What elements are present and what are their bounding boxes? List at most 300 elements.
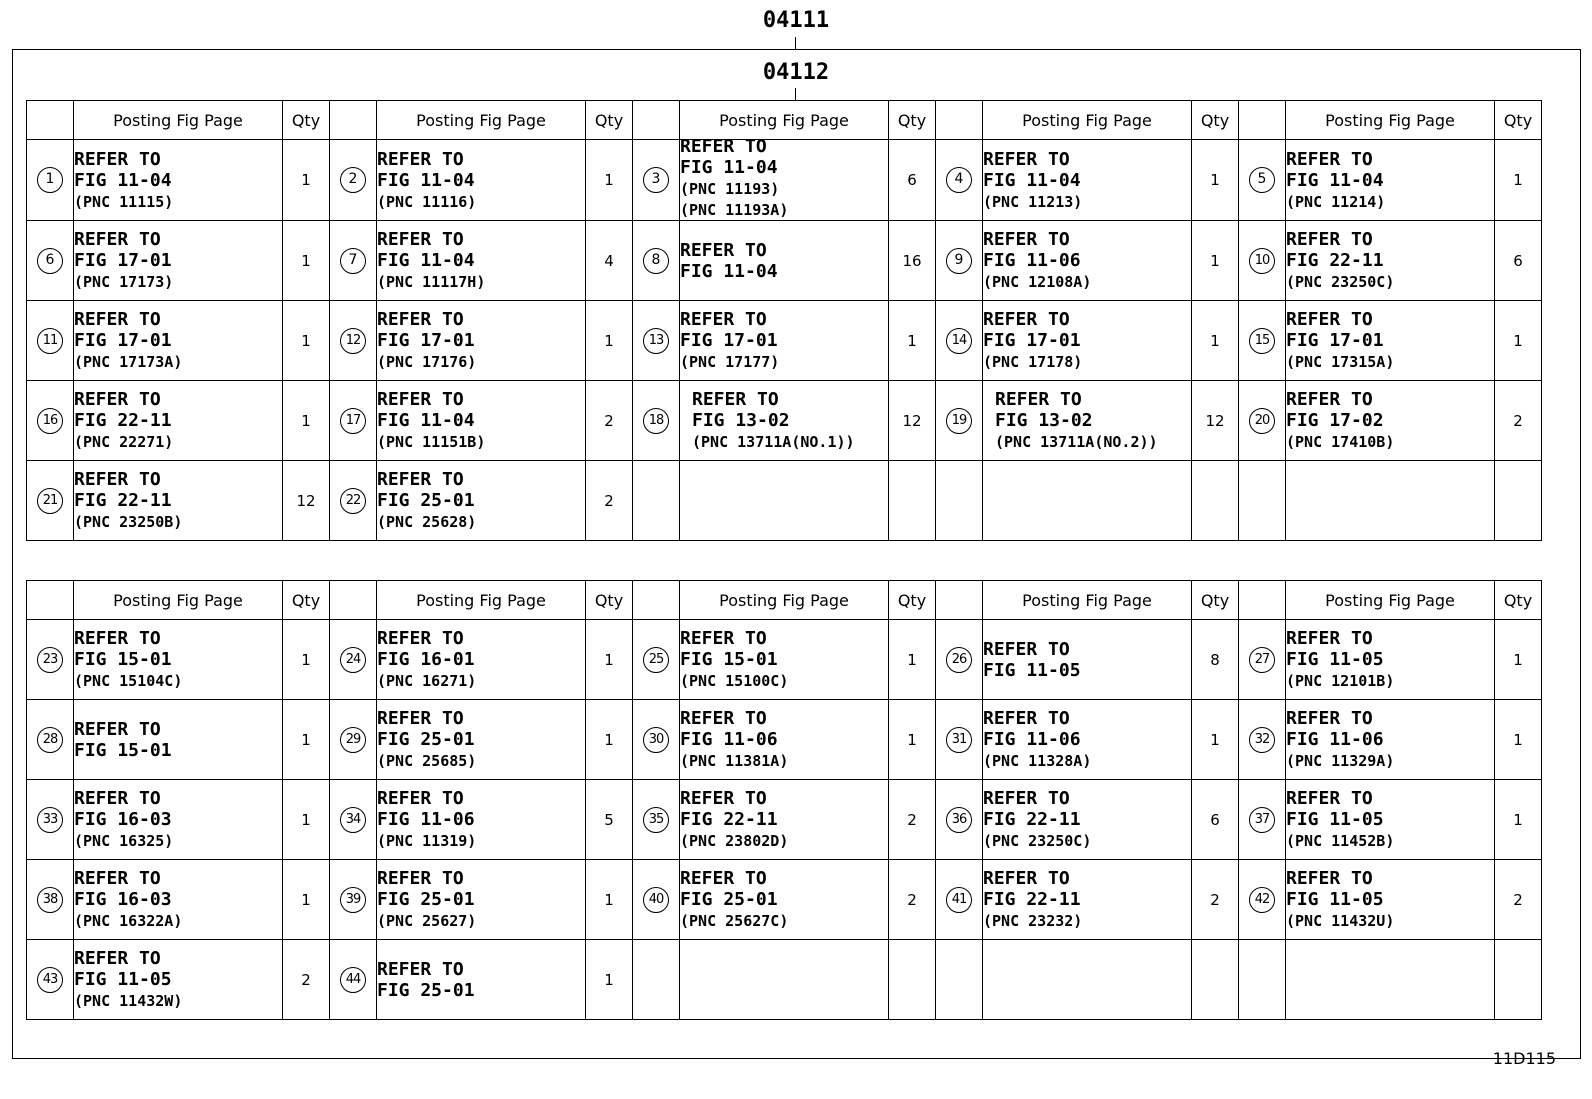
refer-to-text: REFER TO — [680, 628, 767, 649]
pnc-reference: (PNC 17177) — [680, 353, 780, 371]
table-header-row — [27, 101, 1542, 140]
pnc-reference: (PNC 11381A) — [680, 752, 789, 770]
fig-reference: FIG 15-01 — [680, 649, 778, 670]
header-number-cell — [27, 101, 74, 140]
item-number-badge: 28 — [37, 727, 63, 753]
fig-reference: FIG 22-11 — [74, 490, 172, 511]
refer-to-text: REFER TO — [377, 469, 464, 490]
header-posting-fig-page: Posting Fig Page — [377, 581, 586, 620]
posting-cell — [983, 860, 1192, 940]
refer-to-text: REFER TO — [377, 868, 464, 889]
item-number-badge: 8 — [643, 248, 669, 274]
item-number-cell — [633, 860, 680, 940]
header-number-cell — [633, 101, 680, 140]
item-number-cell — [330, 780, 377, 860]
posting-cell — [680, 860, 889, 940]
item-number-cell — [1239, 860, 1286, 940]
item-number-badge: 22 — [340, 488, 366, 514]
refer-to-text: REFER TO — [983, 788, 1070, 809]
item-number-badge: 15 — [1249, 328, 1275, 354]
qty-cell: 1 — [889, 301, 936, 381]
item-number-badge: 33 — [37, 807, 63, 833]
item-number-cell — [330, 940, 377, 1020]
header-number-cell — [1239, 101, 1286, 140]
refer-to-text: REFER TO — [74, 948, 161, 969]
item-number-badge: 18 — [643, 408, 669, 434]
fig-reference: FIG 16-03 — [74, 889, 172, 910]
item-number-badge: 19 — [946, 408, 972, 434]
item-number-cell — [633, 381, 680, 461]
refer-to-text: REFER TO — [983, 309, 1070, 330]
header-qty: Qty — [889, 581, 936, 620]
qty-cell: 1 — [889, 700, 936, 780]
item-number-badge: 24 — [340, 647, 366, 673]
posting-cell — [680, 136, 889, 221]
posting-cell — [377, 381, 586, 461]
empty-qty-cell — [889, 940, 936, 1020]
empty-number-cell — [633, 940, 680, 1020]
pnc-reference: (PNC 11193) — [680, 180, 780, 198]
pnc-reference: (PNC 13711A(NO.1)) — [692, 433, 855, 451]
table-row — [27, 780, 1542, 860]
fig-reference: FIG 11-04 — [74, 169, 172, 191]
qty-cell: 1 — [283, 860, 330, 940]
item-number-badge: 16 — [37, 408, 63, 434]
posting-cell — [377, 301, 586, 381]
pnc-reference: (PNC 11452B) — [1286, 832, 1395, 850]
header-posting-fig-page: Posting Fig Page — [377, 101, 586, 140]
posting-cell — [983, 140, 1192, 221]
posting-cell — [983, 700, 1192, 780]
header-posting-fig-page: Posting Fig Page — [1286, 581, 1495, 620]
posting-cell — [680, 620, 889, 700]
item-number-cell — [1239, 381, 1286, 461]
pnc-reference: (PNC 17173A) — [74, 353, 183, 371]
table-row — [27, 381, 1542, 461]
table-row — [27, 940, 1542, 1020]
header-qty: Qty — [586, 581, 633, 620]
item-number-cell — [936, 780, 983, 860]
refer-to-text: REFER TO — [983, 708, 1070, 729]
qty-cell: 1 — [586, 860, 633, 940]
qty-cell: 1 — [1495, 140, 1542, 221]
empty-number-cell — [633, 461, 680, 541]
refer-to-text: REFER TO — [983, 148, 1070, 170]
fig-reference: FIG 11-05 — [983, 659, 1081, 681]
posting-cell — [1286, 140, 1495, 221]
header-number-cell — [633, 581, 680, 620]
pnc-reference: (PNC 23802D) — [680, 832, 789, 850]
qty-cell: 2 — [889, 860, 936, 940]
header-number-cell — [27, 581, 74, 620]
refer-to-text: REFER TO — [680, 136, 767, 157]
posting-cell — [74, 700, 283, 780]
header-posting-fig-page: Posting Fig Page — [74, 581, 283, 620]
item-number-cell — [330, 381, 377, 461]
pnc-reference: (PNC 11432W) — [74, 992, 183, 1010]
fig-reference: FIG 22-11 — [1286, 250, 1384, 271]
refer-to-text: REFER TO — [692, 389, 779, 410]
qty-cell: 2 — [1495, 860, 1542, 940]
refer-to-text: REFER TO — [983, 868, 1070, 889]
item-number-cell — [27, 140, 74, 221]
qty-cell: 6 — [889, 140, 936, 221]
qty-cell: 1 — [283, 140, 330, 221]
posting-cell — [983, 301, 1192, 381]
qty-cell: 2 — [586, 461, 633, 541]
fig-reference: FIG 25-01 — [377, 979, 475, 1001]
posting-cell — [74, 620, 283, 700]
qty-cell: 1 — [1495, 620, 1542, 700]
qty-cell: 2 — [889, 780, 936, 860]
refer-to-text: REFER TO — [377, 708, 464, 729]
posting-cell — [1286, 620, 1495, 700]
refer-to-text: REFER TO — [680, 309, 767, 330]
header-qty: Qty — [586, 101, 633, 140]
item-number-badge: 3 — [643, 167, 669, 193]
posting-cell — [377, 780, 586, 860]
item-number-badge: 27 — [1249, 647, 1275, 673]
pnc-reference: (PNC 16322A) — [74, 912, 183, 930]
qty-cell: 1 — [1192, 221, 1239, 301]
fig-reference: FIG 11-05 — [1286, 889, 1384, 910]
item-number-badge: 6 — [37, 248, 63, 274]
fig-reference: FIG 13-02 — [995, 410, 1093, 431]
qty-cell: 1 — [283, 780, 330, 860]
item-number-cell — [1239, 221, 1286, 301]
posting-cell — [377, 700, 586, 780]
fig-reference: FIG 17-01 — [377, 330, 475, 351]
item-number-cell — [936, 700, 983, 780]
header-posting-fig-page: Posting Fig Page — [74, 101, 283, 140]
pnc-reference: (PNC 15100C) — [680, 672, 789, 690]
item-number-badge: 41 — [946, 887, 972, 913]
header-number-cell — [936, 101, 983, 140]
posting-cell — [74, 381, 283, 461]
pnc-reference: (PNC 11116) — [377, 192, 477, 211]
posting-cell — [74, 301, 283, 381]
fig-reference: FIG 11-05 — [1286, 809, 1384, 830]
qty-cell: 16 — [889, 221, 936, 301]
posting-cell — [680, 301, 889, 381]
pnc-reference: (PNC 25685) — [377, 752, 477, 770]
item-number-badge: 23 — [37, 647, 63, 673]
header-posting-fig-page: Posting Fig Page — [680, 101, 889, 140]
table-row — [27, 700, 1542, 780]
empty-posting-cell — [680, 461, 889, 541]
posting-cell — [1286, 381, 1495, 461]
posting-cell — [680, 221, 889, 301]
empty-number-cell — [936, 940, 983, 1020]
fig-reference: FIG 17-02 — [1286, 410, 1384, 431]
item-number-cell — [27, 860, 74, 940]
refer-to-text: REFER TO — [680, 868, 767, 889]
refer-to-text: REFER TO — [680, 239, 767, 261]
empty-number-cell — [936, 461, 983, 541]
pnc-reference: (PNC 17410B) — [1286, 433, 1395, 451]
posting-cell — [377, 860, 586, 940]
subassembly-leader-line — [795, 88, 796, 100]
item-number-badge: 44 — [340, 967, 366, 993]
assembly-code: 04111 — [762, 8, 830, 33]
pnc-reference: (PNC 11214) — [1286, 192, 1386, 211]
refer-to-text: REFER TO — [377, 628, 464, 649]
qty-cell: 2 — [586, 381, 633, 461]
qty-cell: 6 — [1495, 221, 1542, 301]
refer-to-text: REFER TO — [74, 868, 161, 889]
item-number-badge: 14 — [946, 328, 972, 354]
header-posting-fig-page: Posting Fig Page — [983, 101, 1192, 140]
pnc-reference: (PNC 25628) — [377, 513, 477, 531]
item-number-badge: 21 — [37, 488, 63, 514]
fig-reference: FIG 25-01 — [377, 889, 475, 910]
posting-cell — [377, 140, 586, 221]
pnc-reference: (PNC 11328A) — [983, 752, 1092, 770]
qty-cell: 1 — [283, 700, 330, 780]
item-number-cell — [330, 700, 377, 780]
header-qty: Qty — [283, 101, 330, 140]
posting-cell — [377, 620, 586, 700]
item-number-badge: 29 — [340, 727, 366, 753]
item-number-cell — [633, 140, 680, 221]
item-number-badge: 12 — [340, 328, 366, 354]
qty-cell: 1 — [283, 381, 330, 461]
posting-cell — [74, 221, 283, 301]
item-number-badge: 17 — [340, 408, 366, 434]
item-number-badge: 31 — [946, 727, 972, 753]
item-number-badge: 13 — [643, 328, 669, 354]
refer-to-text: REFER TO — [377, 389, 464, 410]
header-qty: Qty — [1495, 581, 1542, 620]
pnc-reference: (PNC 13711A(NO.2)) — [995, 433, 1158, 451]
posting-cell — [1286, 301, 1495, 381]
header-posting-fig-page: Posting Fig Page — [1286, 101, 1495, 140]
posting-cell — [74, 780, 283, 860]
figure-code: 11D115 — [1492, 1049, 1556, 1068]
item-number-badge: 26 — [946, 647, 972, 673]
fig-reference: FIG 25-01 — [680, 889, 778, 910]
refer-to-text: REFER TO — [1286, 628, 1373, 649]
refer-to-text: REFER TO — [680, 708, 767, 729]
table-row — [27, 221, 1542, 301]
item-number-cell — [936, 381, 983, 461]
pnc-reference: (PNC 25627C) — [680, 912, 789, 930]
table-row — [27, 461, 1542, 541]
item-number-badge: 30 — [643, 727, 669, 753]
refer-to-text: REFER TO — [1286, 389, 1373, 410]
item-number-cell — [936, 140, 983, 221]
posting-cell — [1286, 700, 1495, 780]
item-number-cell — [936, 620, 983, 700]
qty-cell: 2 — [1192, 860, 1239, 940]
fig-reference: FIG 13-02 — [692, 410, 790, 431]
assembly-leader-line — [795, 37, 796, 49]
fig-reference: FIG 11-06 — [377, 809, 475, 830]
pnc-reference: (PNC 17315A) — [1286, 353, 1395, 371]
fig-reference: FIG 11-06 — [983, 250, 1081, 271]
refer-to-text: REFER TO — [377, 788, 464, 809]
item-number-badge: 39 — [340, 887, 366, 913]
refer-to-text: REFER TO — [377, 309, 464, 330]
fig-reference: FIG 15-01 — [74, 739, 172, 761]
pnc-reference: (PNC 23250C) — [983, 832, 1092, 850]
item-number-cell — [27, 461, 74, 541]
item-number-badge: 1 — [37, 167, 63, 193]
fig-reference: FIG 11-04 — [377, 250, 475, 271]
refer-to-text: REFER TO — [995, 389, 1082, 410]
item-number-cell — [633, 221, 680, 301]
fig-reference: FIG 17-01 — [74, 250, 172, 271]
posting-cell — [983, 381, 1192, 461]
item-number-cell — [330, 301, 377, 381]
qty-cell: 1 — [586, 140, 633, 221]
fig-reference: FIG 11-06 — [1286, 729, 1384, 750]
posting-cell — [74, 860, 283, 940]
item-number-badge: 37 — [1249, 807, 1275, 833]
item-number-cell — [633, 620, 680, 700]
qty-cell: 4 — [586, 221, 633, 301]
posting-cell — [377, 461, 586, 541]
item-number-badge: 25 — [643, 647, 669, 673]
item-number-cell — [936, 860, 983, 940]
pnc-reference: (PNC 11329A) — [1286, 752, 1395, 770]
fig-reference: FIG 11-04 — [983, 169, 1081, 191]
pnc-reference: (PNC 22271) — [74, 433, 174, 451]
item-number-cell — [27, 780, 74, 860]
refer-to-text: REFER TO — [377, 229, 464, 250]
parts-table-1 — [26, 100, 1542, 541]
qty-cell: 1 — [586, 301, 633, 381]
fig-reference: FIG 17-01 — [983, 330, 1081, 351]
qty-cell: 1 — [586, 700, 633, 780]
pnc-reference: (PNC 12101B) — [1286, 672, 1395, 690]
qty-cell: 12 — [1192, 381, 1239, 461]
fig-reference: FIG 17-01 — [74, 330, 172, 351]
item-number-cell — [1239, 780, 1286, 860]
pnc-reference: (PNC 23232) — [983, 912, 1083, 930]
item-number-cell — [330, 860, 377, 940]
qty-cell: 1 — [1192, 140, 1239, 221]
refer-to-text: REFER TO — [74, 469, 161, 490]
table-header-row — [27, 581, 1542, 620]
header-number-cell — [330, 581, 377, 620]
item-number-cell — [330, 140, 377, 221]
item-number-badge: 43 — [37, 967, 63, 993]
pnc-reference: (PNC 16271) — [377, 672, 477, 690]
item-number-cell — [936, 301, 983, 381]
posting-cell — [377, 940, 586, 1020]
refer-to-text: REFER TO — [74, 229, 161, 250]
pnc-reference: (PNC 11151B) — [377, 433, 486, 451]
pnc-reference: (PNC 17178) — [983, 353, 1083, 371]
qty-cell: 1 — [283, 301, 330, 381]
pnc-reference: (PNC 12108A) — [983, 273, 1092, 291]
refer-to-text: REFER TO — [74, 788, 161, 809]
item-number-cell — [330, 620, 377, 700]
table-row — [27, 140, 1542, 221]
empty-number-cell — [1239, 461, 1286, 541]
item-number-badge: 11 — [37, 328, 63, 354]
fig-reference: FIG 22-11 — [74, 410, 172, 431]
fig-reference: FIG 22-11 — [680, 809, 778, 830]
item-number-badge: 7 — [340, 248, 366, 274]
fig-reference: FIG 17-01 — [1286, 330, 1384, 351]
header-number-cell — [1239, 581, 1286, 620]
refer-to-text: REFER TO — [1286, 868, 1373, 889]
pnc-reference: (PNC 23250C) — [1286, 273, 1395, 291]
empty-qty-cell — [1192, 461, 1239, 541]
empty-posting-cell — [983, 461, 1192, 541]
item-number-cell — [27, 301, 74, 381]
item-number-badge: 34 — [340, 807, 366, 833]
fig-reference: FIG 17-01 — [680, 330, 778, 351]
posting-cell — [983, 780, 1192, 860]
item-number-cell — [633, 780, 680, 860]
pnc-reference: (PNC 17176) — [377, 353, 477, 371]
empty-posting-cell — [680, 940, 889, 1020]
fig-reference: FIG 11-05 — [1286, 649, 1384, 670]
fig-reference: FIG 11-06 — [983, 729, 1081, 750]
item-number-badge: 2 — [340, 167, 366, 193]
refer-to-text: REFER TO — [377, 148, 464, 170]
fig-reference: FIG 22-11 — [983, 809, 1081, 830]
table-row — [27, 301, 1542, 381]
item-number-cell — [936, 221, 983, 301]
fig-reference: FIG 11-04 — [680, 157, 778, 178]
item-number-cell — [1239, 140, 1286, 221]
pnc-reference: (PNC 11193A) — [680, 201, 789, 219]
table-row — [27, 620, 1542, 700]
header-posting-fig-page: Posting Fig Page — [680, 581, 889, 620]
item-number-badge: 20 — [1249, 408, 1275, 434]
qty-cell: 1 — [1192, 301, 1239, 381]
fig-reference: FIG 11-04 — [377, 410, 475, 431]
table-row — [27, 860, 1542, 940]
empty-posting-cell — [1286, 940, 1495, 1020]
posting-cell — [1286, 860, 1495, 940]
posting-cell — [680, 780, 889, 860]
refer-to-text: REFER TO — [74, 389, 161, 410]
qty-cell: 12 — [889, 381, 936, 461]
empty-qty-cell — [1495, 940, 1542, 1020]
header-number-cell — [330, 101, 377, 140]
item-number-badge: 32 — [1249, 727, 1275, 753]
posting-cell — [1286, 780, 1495, 860]
posting-cell — [74, 461, 283, 541]
header-qty: Qty — [889, 101, 936, 140]
item-number-badge: 40 — [643, 887, 669, 913]
item-number-badge: 4 — [946, 167, 972, 193]
fig-reference: FIG 11-06 — [680, 729, 778, 750]
posting-cell — [680, 381, 889, 461]
item-number-cell — [27, 620, 74, 700]
pnc-reference: (PNC 17173) — [74, 273, 174, 291]
fig-reference: FIG 16-01 — [377, 649, 475, 670]
item-number-cell — [27, 940, 74, 1020]
posting-cell — [1286, 221, 1495, 301]
qty-cell: 1 — [1495, 700, 1542, 780]
item-number-cell — [27, 381, 74, 461]
pnc-reference: (PNC 25627) — [377, 912, 477, 930]
fig-reference: FIG 11-04 — [1286, 169, 1384, 191]
item-number-cell — [27, 221, 74, 301]
pnc-reference: (PNC 15104C) — [74, 672, 183, 690]
subassembly-code: 04112 — [762, 60, 830, 85]
qty-cell: 1 — [283, 221, 330, 301]
header-posting-fig-page: Posting Fig Page — [983, 581, 1192, 620]
refer-to-text: REFER TO — [377, 958, 464, 980]
qty-cell: 6 — [1192, 780, 1239, 860]
